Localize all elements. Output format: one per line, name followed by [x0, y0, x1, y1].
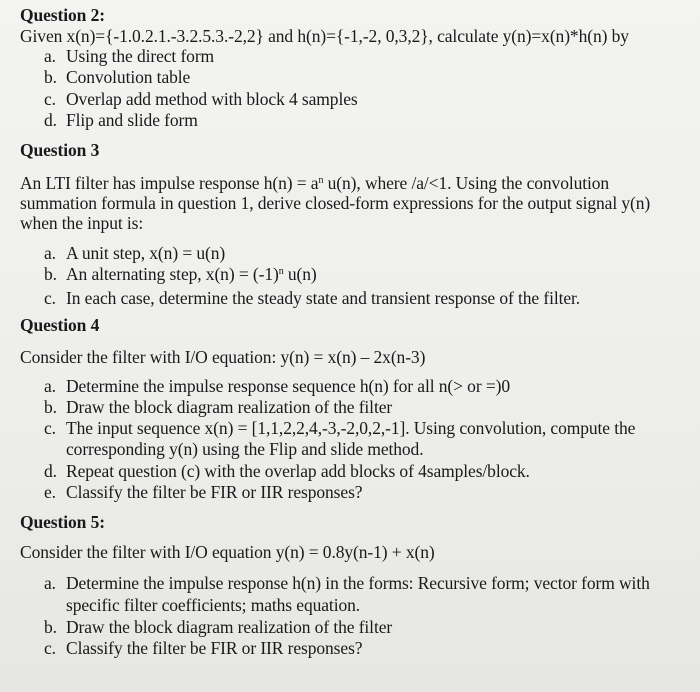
- question-4-intro: Consider the filter with I/O equation: y(n) = x(n) – 2x(n-3): [20, 347, 426, 367]
- item-label: d.: [44, 461, 57, 481]
- item-label: c.: [44, 638, 56, 658]
- question-5-heading: Question 5:: [20, 512, 105, 532]
- item-text: Overlap add method with block 4 samples: [66, 89, 358, 109]
- item-text: Flip and slide form: [66, 110, 198, 130]
- question-4-item-e: [44, 482, 362, 502]
- item-text: The input sequence x(n) = [1,1,2,2,4,-3,-2,0,2,-1]. Using convolution, compute the: [66, 418, 636, 438]
- question-5-intro: Consider the filter with I/O equation y(n) = 0.8y(n-1) + x(n): [20, 542, 435, 562]
- item-text: Classify the filter be FIR or IIR responses?: [66, 482, 363, 502]
- item-text: Determine the impulse response h(n) in the forms: Recursive form; vector form with: [66, 573, 650, 593]
- item-label: a.: [44, 46, 56, 66]
- question-2-heading: Question 2:: [20, 5, 105, 25]
- item-text: Draw the block diagram realization of the filter: [66, 617, 393, 637]
- question-3-intro-line-3: when the input is:: [20, 213, 144, 233]
- item-label: e.: [44, 482, 56, 502]
- item-label: c.: [44, 89, 56, 109]
- item-text: In each case, determine the steady state and transient response of the filter.: [66, 288, 581, 308]
- question-3-intro-line-1: [20, 173, 609, 193]
- question-2-item-d: [44, 110, 198, 130]
- item-label: b.: [44, 264, 57, 284]
- item-text: Draw the block diagram realization of the filter: [66, 397, 393, 417]
- question-5-item-a: [44, 573, 650, 593]
- item-label: c.: [44, 418, 56, 438]
- question-4-item-c-continuation: corresponding y(n) using the Flip and slide method.: [66, 439, 424, 459]
- item-text: An alternating step, x(n) = (-1): [66, 264, 279, 284]
- item-text: Classify the filter be FIR or IIR responses?: [66, 638, 363, 658]
- question-4-heading: Question 4: [20, 315, 100, 335]
- item-label: b.: [44, 397, 57, 417]
- item-label: b.: [44, 67, 57, 87]
- question-3-item-c: [44, 288, 580, 308]
- item-label: b.: [44, 617, 57, 637]
- question-3-intro-line-2: summation formula in question 1, derive closed-form expressions for the output signal y(n): [20, 193, 651, 213]
- item-label: a.: [44, 376, 56, 396]
- intro-text: An LTI filter has impulse response h(n) = a: [20, 173, 319, 193]
- question-4-item-c: [44, 418, 635, 438]
- item-text: Convolution table: [66, 67, 191, 87]
- question-5-item-a-continuation: specific filter coefficients; maths equation.: [66, 595, 361, 615]
- question-2-item-b: [44, 67, 190, 87]
- question-5-item-b: [44, 617, 392, 637]
- question-4-item-a: [44, 376, 510, 396]
- question-4-item-b: [44, 397, 392, 417]
- item-text: u(n): [283, 264, 317, 284]
- question-3-item-a: [44, 243, 225, 263]
- item-text: Repeat question (c) with the overlap add blocks of 4samples/block.: [66, 461, 530, 481]
- question-2-item-c: [44, 89, 358, 109]
- superscript: n: [318, 175, 324, 186]
- question-2-item-a: [44, 46, 214, 66]
- item-text: Determine the impulse response sequence h(n) for all n(> or =)0: [66, 376, 510, 396]
- item-label: c.: [44, 288, 56, 308]
- item-label: a.: [44, 243, 56, 263]
- question-2-intro: Given x(n)={-1.0.2.1.-3.2.5.3.-2,2} and h(n)={-1,-2, 0,3,2}, calculate y(n)=x(n)*h(n) by: [20, 26, 629, 46]
- question-3-item-b: [44, 264, 317, 284]
- question-5-item-c: [44, 638, 362, 658]
- item-text: Using the direct form: [66, 46, 215, 66]
- item-text: A unit step, x(n) = u(n): [66, 243, 226, 263]
- question-4-item-d: [44, 461, 530, 481]
- intro-text: u(n), where /a/<1. Using the convolution: [323, 173, 610, 193]
- item-label: d.: [44, 110, 57, 130]
- superscript: n: [278, 266, 284, 277]
- item-label: a.: [44, 573, 56, 593]
- question-3-heading: Question 3: [20, 140, 100, 160]
